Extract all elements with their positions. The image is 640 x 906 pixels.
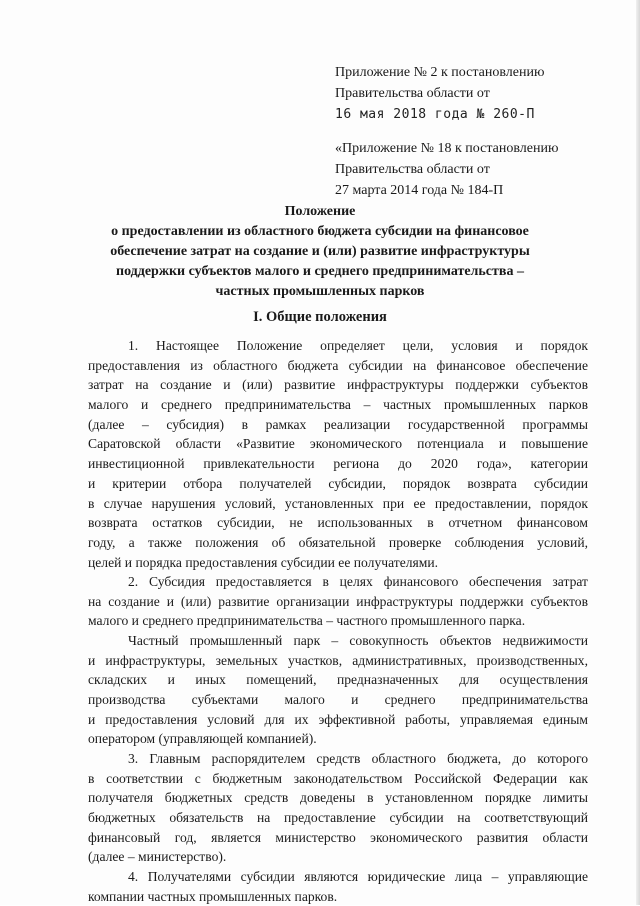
paragraph-line: целей и порядка предоставления субсидии ее получателями.: [88, 554, 439, 570]
paragraph-line: и инфраструктуры, земельных участков, административных, производственных,: [88, 652, 588, 668]
document-title: [90, 202, 550, 302]
paragraph-line: инвестиционной привлекательности региона до 2020 года», категории: [88, 456, 588, 472]
title-line-2: о предоставлении из областного бюджета субсидии на финансовое: [111, 224, 529, 239]
appendix-current-line1: Приложение № 2 к постановлению: [335, 65, 545, 80]
appendix-original-line2: Правительства области от: [335, 162, 490, 177]
paragraph-2: [88, 572, 588, 631]
paragraph-line: 1. Настоящее Положение определяет цели, условия и порядок: [128, 338, 588, 353]
paragraph-line: Саратовской области «Развитие экономического потенциала и повышение: [88, 436, 588, 452]
paragraph-line: компании частных промышленных парков.: [88, 888, 338, 904]
appendix-current-header: [335, 62, 544, 125]
paragraph-line: Частный промышленный парк – совокупность объектов недвижимости: [128, 633, 588, 648]
paragraph-line: году, а также положения об обязательной проверке соблюдения условий,: [88, 534, 588, 550]
paragraph-line: и критерии отбора получателей субсидии, порядок возврата субсидии: [88, 475, 588, 491]
paragraph-line: и предоставления условий для их эффективной работы, управляемая единым: [88, 711, 588, 727]
appendix-current-line2: Правительства области от: [335, 86, 490, 101]
paragraph-4: [88, 749, 588, 867]
paragraph-line: (далее – субсидия) в рамках реализации государственной программы: [88, 416, 588, 432]
appendix-original-line1: «Приложение № 18 к постановлению: [335, 141, 559, 156]
scan-edge: [636, 0, 640, 905]
paragraph-line: в случае нарушения условий, установленных при ее предоставлении, порядок: [88, 495, 588, 511]
paragraph-line: малого и среднего предпринимательства – частного промышленного парка.: [88, 613, 526, 629]
paragraph-line: 2. Субсидия предоставляется в целях финансового обеспечения затрат: [128, 574, 588, 589]
title-line-1: Положение: [284, 204, 356, 219]
paragraph-3: [88, 631, 588, 749]
title-line-5: частных промышленных парков: [215, 284, 425, 299]
paragraph-line: складских и иных помещений, предназначенных для осуществления: [88, 672, 588, 688]
paragraph-1: [88, 336, 588, 572]
appendix-original-header: [335, 138, 558, 201]
paragraph-line: оператором (управляющей компанией).: [88, 731, 317, 747]
paragraph-line: получателя бюджетных средств доведены в установленном порядке лимиты: [88, 790, 588, 806]
paragraph-5: [88, 867, 588, 906]
paragraph-line: 4. Получателями субсидии являются юридические лица – управляющие: [128, 869, 588, 884]
section-heading: I. Общие положения: [253, 309, 387, 325]
title-line-4: поддержки субъектов малого и среднего предпринимательства –: [116, 264, 524, 279]
paragraph-line: на создание и (или) развитие организации инфраструктуры поддержки субъектов: [88, 593, 588, 609]
paragraph-line: производства субъектами малого и среднего предпринимательства: [88, 692, 588, 708]
paragraph-line: затрат на создание и (или) развитие инфраструктуры поддержки субъектов: [88, 377, 588, 393]
paragraph-line: предоставления из областного бюджета субсидии на финансовое обеспечение: [88, 357, 588, 373]
paragraph-line: (далее – министерство).: [88, 849, 227, 865]
paragraph-line: в соответствии с бюджетным законодательством Российской Федерации как: [88, 770, 588, 786]
appendix-current-date: 16 мая 2018 года № 260-П: [335, 107, 535, 122]
title-line-3: обеспечение затрат на создание и (или) развитие инфраструктуры: [110, 244, 530, 259]
paragraph-line: 3. Главным распорядителем средств областного бюджета, до которого: [128, 751, 588, 766]
paragraph-line: бюджетных обязательств на предоставление субсидии на соответствующий: [88, 810, 588, 826]
paragraph-line: малого и среднего предпринимательства – частных промышленных парков: [88, 397, 588, 413]
appendix-original-line3: 27 марта 2014 года № 184-П: [335, 183, 504, 198]
paragraph-line: финансовый год, является министерство экономического развития области: [88, 829, 588, 845]
paragraph-line: возврата остатков субсидии, не использованных в отчетном финансовом: [88, 515, 588, 531]
